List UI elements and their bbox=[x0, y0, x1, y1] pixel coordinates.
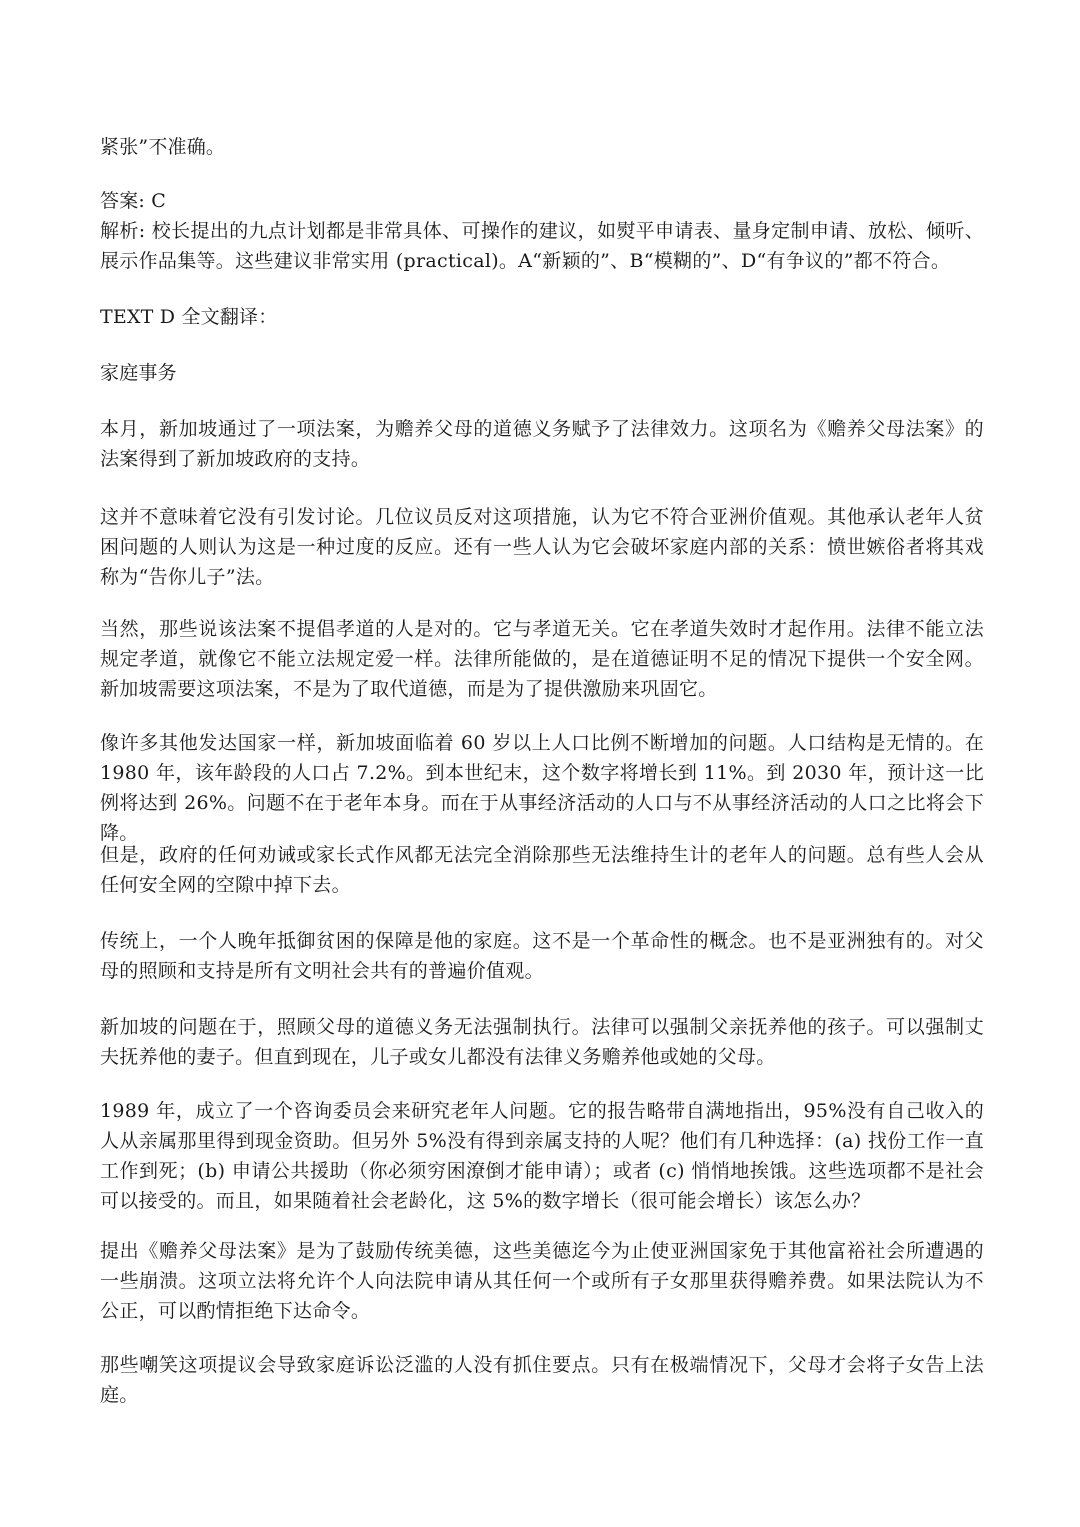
paragraph-10: 那些嘲笑这项提议会导致家庭诉讼泛滥的人没有抓住要点。只有在极端情况下，父母才会将子女告上法庭。 bbox=[100, 1354, 984, 1406]
continuation-line: 紧张”不准确。 bbox=[100, 136, 226, 158]
paragraph-5: 但是，政府的任何劝诫或家长式作风都无法完全消除那些无法维持生计的老年人的问题。总有些人会从任何安全网的空隙中掉下去。 bbox=[100, 844, 984, 896]
paragraph-1: 本月，新加坡通过了一项法案，为赡养父母的道德义务赋予了法律效力。这项名为《赡养父母法案》的法案得到了新加坡政府的支持。 bbox=[100, 418, 984, 470]
paragraph-9: 提出《赡养父母法案》是为了鼓励传统美德，这些美德迄今为止使亚洲国家免于其他富裕社会所遭遇的一些崩溃。这项立法将允许个人向法院申请从其任何一个或所有子女那里获得赡养费。如果法院认为不公正，可以酌情拒绝下达命令。 bbox=[100, 1240, 984, 1322]
paragraph-8: 1989 年，成立了一个咨询委员会来研究老年人问题。它的报告略带自满地指出，95%没有自己收入的人从亲属那里得到现金资助。但另外 5%没有得到亲属支持的人呢？他们有几种选择：(a) 找份工作一直工作到死；(b) 申请公共援助（你必须穷困潦倒才能申请）；或者 (c) 悄悄地挨饿。这些选项都不是社会可以接受的。而且，如果随着社会老龄化，这 5%的数字增长（很可能会增长）该怎么办？ bbox=[100, 1100, 984, 1212]
paragraph-6: 传统上，一个人晚年抵御贫困的保障是他的家庭。这不是一个革命性的概念。也不是亚洲独有的。对父母的照顾和支持是所有文明社会共有的普遍价值观。 bbox=[100, 930, 984, 982]
paragraph-2: 这并不意味着它没有引发讨论。几位议员反对这项措施，认为它不符合亚洲价值观。其他承认老年人贫困问题的人则认为这是一种过度的反应。还有一些人认为它会破坏家庭内部的关系：愤世嫉俗者将其戏称为“告你儿子”法。 bbox=[100, 506, 984, 588]
answer-line: 答案: C bbox=[100, 190, 166, 212]
analysis-paragraph: 解析: 校长提出的九点计划都是非常具体、可操作的建议，如熨平申请表、量身定制申请、放松、倾听、展示作品集等。这些建议非常实用 (practical)。A“新颖的”、B“模糊的”、D“有争议的”都不符合。 bbox=[100, 220, 984, 272]
paragraph-3: 当然，那些说该法案不提倡孝道的人是对的。它与孝道无关。它在孝道失效时才起作用。法律不能立法规定孝道，就像它不能立法规定爱一样。法律所能做的，是在道德证明不足的情况下提供一个安全网。新加坡需要这项法案，不是为了取代道德，而是为了提供激励来巩固它。 bbox=[100, 618, 984, 700]
article-title: 家庭事务 bbox=[100, 362, 177, 384]
paragraph-4: 像许多其他发达国家一样，新加坡面临着 60 岁以上人口比例不断增加的问题。人口结构是无情的。在 1980 年，该年龄段的人口占 7.2%。到本世纪末，这个数字将增长到 11%。到 2030 年，预计这一比例将达到 26%。问题不在于老年本身。而在于从事经济活动的人口与不从事经济活动的人口之比将会下降。 bbox=[100, 732, 984, 844]
paragraph-7: 新加坡的问题在于，照顾父母的道德义务无法强制执行。法律可以强制父亲抚养他的孩子。可以强制丈夫抚养他的妻子。但直到现在，儿子或女儿都没有法律义务赡养他或她的父母。 bbox=[100, 1016, 984, 1068]
text-d-heading: TEXT D 全文翻译： bbox=[100, 306, 278, 328]
